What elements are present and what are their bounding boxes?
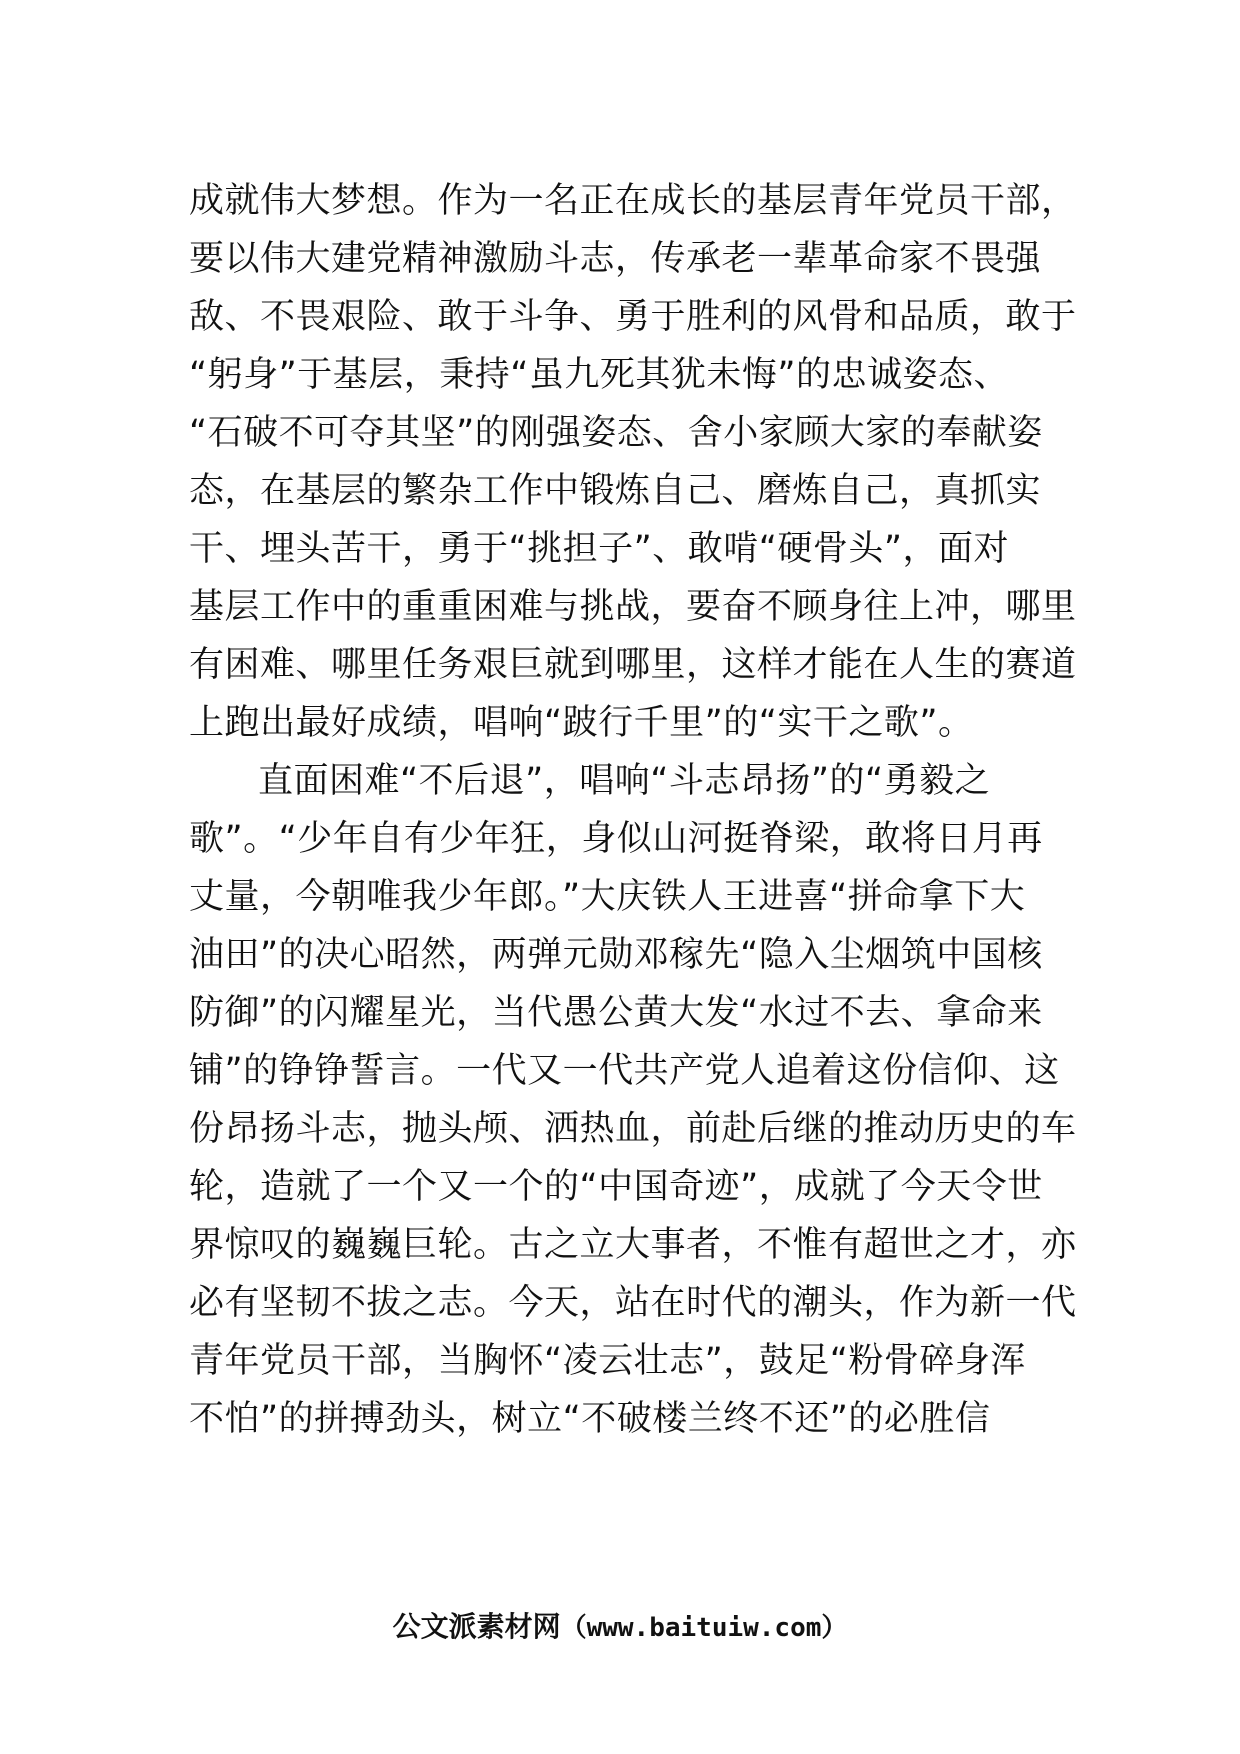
text-line: 干、埋头苦干，勇于“挑担子”、敢啃“硬骨头”，面对 bbox=[189, 529, 1010, 569]
text-line: 界惊叹的巍巍巨轮。古之立大事者，不惟有超世之才，亦 bbox=[189, 1225, 1077, 1265]
text-line: 防御”的闪耀星光，当代愚公黄大发“水过不去、拿命来 bbox=[189, 993, 1043, 1033]
text-line: 要以伟大建党精神激励斗志，传承老一辈革命家不畏强 bbox=[189, 239, 1042, 279]
text-line: 基层工作中的重重困难与挑战，要奋不顾身往上冲，哪里 bbox=[189, 587, 1077, 627]
text-line: 必有坚韧不拔之志。今天，站在时代的潮头，作为新一代 bbox=[189, 1283, 1077, 1323]
text-line: 敌、不畏艰险、敢于斗争、勇于胜利的风骨和品质，敢于 bbox=[189, 297, 1077, 337]
text-line: “石破不可夺其坚”的刚强姿态、舍小家顾大家的奉献姿 bbox=[189, 413, 1043, 453]
text-line: 成就伟大梦想。作为一名正在成长的基层青年党员干部， bbox=[189, 181, 1077, 221]
paragraph-start-line: 直面困难“不后退”，唱响“斗志昂扬”的“勇毅之 bbox=[258, 761, 991, 801]
text-line: 丈量，今朝唯我少年郎。”大庆铁人王进喜“拼命拿下大 bbox=[189, 877, 1026, 917]
page-footer bbox=[0, 1607, 1240, 1648]
text-line: 油田”的决心昭然，两弹元勋邓稼先“隐入尘烟筑中国核 bbox=[189, 935, 1043, 975]
text-line: “躬身”于基层，秉持“虽九死其犹未悔”的忠诚姿态、 bbox=[189, 355, 1010, 395]
text-line: 态，在基层的繁杂工作中锻炼自己、磨炼自己，真抓实 bbox=[189, 471, 1042, 511]
text-line: 上跑出最好成绩，唱响“跛行千里”的“实干之歌”。 bbox=[189, 703, 974, 743]
text-line: 青年党员干部，当胸怀“凌云壮志”，鼓足“粉骨碎身浑 bbox=[189, 1341, 1026, 1381]
text-line: 歌”。“少年自有少年狂，身似山河挺脊梁，敢将日月再 bbox=[189, 819, 1043, 859]
text-line: 有困难、哪里任务艰巨就到哪里，这样才能在人生的赛道 bbox=[189, 645, 1077, 685]
footer-url: （www.baituiw.com） bbox=[560, 1613, 848, 1643]
text-line: 不怕”的拼搏劲头，树立“不破楼兰终不还”的必胜信 bbox=[189, 1399, 991, 1439]
text-line: 铺”的铮铮誓言。一代又一代共产党人追着这份信仰、这 bbox=[189, 1051, 1060, 1091]
text-line: 份昂扬斗志，抛头颅、洒热血，前赴后继的推动历史的车 bbox=[189, 1109, 1077, 1149]
footer-site-name: 公文派素材网 bbox=[392, 1610, 561, 1643]
text-line: 轮，造就了一个又一个的“中国奇迹”，成就了今天令世 bbox=[189, 1167, 1043, 1207]
